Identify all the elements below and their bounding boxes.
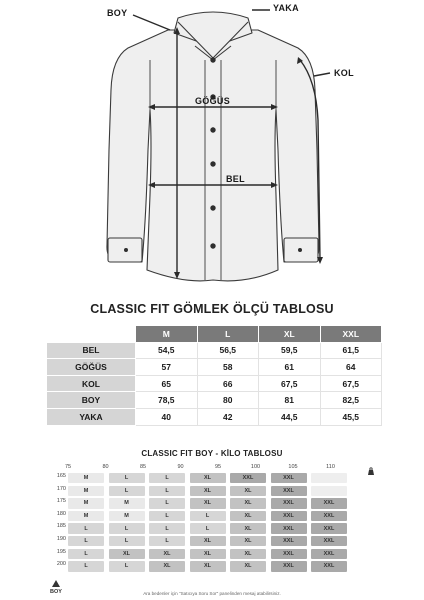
size-col-m: M [136, 326, 198, 343]
cell: 67,5 [259, 375, 321, 392]
size-col-l: L [197, 326, 259, 343]
size-cell: XXL [271, 511, 307, 521]
size-cell: XL [190, 549, 226, 559]
cell: 42 [197, 408, 259, 425]
boy-tick: 175 [56, 498, 66, 505]
size-cell: XXL [271, 523, 307, 533]
size-cell: XXL [311, 511, 347, 521]
cell: 44,5 [259, 408, 321, 425]
size-cell: XXL [271, 536, 307, 546]
size-cell: L [109, 473, 145, 483]
size-cell [311, 473, 347, 483]
size-cell: L [149, 523, 185, 533]
row-label: BOY [47, 392, 136, 409]
size-cell: M [109, 511, 145, 521]
size-cell: L [109, 536, 145, 546]
size-table-corner [47, 326, 136, 343]
size-cell: XXL [230, 473, 266, 483]
size-cell: L [68, 536, 104, 546]
size-table-title: CLASSIC FIT GÖMLEK ÖLÇÜ TABLOSU [90, 302, 334, 316]
size-cell: XL [230, 561, 266, 571]
kilo-tick: 105 [288, 464, 298, 470]
size-col-xl: XL [259, 326, 321, 343]
kilo-tick: 80 [102, 464, 109, 470]
boy-tick: 170 [56, 485, 66, 492]
size-cell: L [109, 486, 145, 496]
size-cell: XXL [311, 561, 347, 571]
size-cell: M [109, 498, 145, 508]
kilo-tick: 75 [64, 464, 72, 470]
kilo-tick: 110 [326, 464, 335, 470]
size-cell: L [149, 498, 185, 508]
size-cell: XXL [311, 498, 347, 508]
size-cell: L [149, 511, 185, 521]
row-label: BEL [47, 342, 136, 359]
size-row-bel [47, 342, 382, 359]
kilo-tick: 95 [214, 464, 222, 470]
size-cell: XL [109, 549, 145, 559]
size-cell: XL [230, 486, 266, 496]
kilo-axis [58, 464, 378, 473]
size-cell: XL [149, 561, 185, 571]
shirt-illustration [0, 0, 424, 292]
size-cell: XXL [271, 486, 307, 496]
boy-tick: 200 [56, 561, 66, 568]
cell: 58 [197, 359, 259, 376]
size-cell: XL [190, 536, 226, 546]
size-cell: XXL [271, 561, 307, 571]
label-kol: KOL [334, 68, 354, 78]
kilo-tick: 90 [177, 464, 184, 470]
boy-tick: 190 [56, 536, 66, 542]
size-cell: L [109, 523, 145, 533]
cell: 45,5 [320, 408, 382, 425]
size-cell: XL [230, 511, 266, 521]
size-table [46, 325, 382, 426]
size-cell: XL [149, 549, 185, 559]
size-cell: XL [230, 523, 266, 533]
boy-kilo-title: CLASSIC FIT BOY - KİLO TABLOSU [141, 449, 283, 458]
boy-tick: 165 [56, 473, 66, 479]
size-cell: M [68, 473, 104, 483]
boy-tick: 195 [56, 548, 66, 555]
label-yaka: YAKA [273, 3, 299, 13]
size-cell: L [68, 549, 104, 559]
size-row-boy [47, 392, 382, 409]
row-label: YAKA [47, 408, 136, 425]
height-icon [46, 580, 66, 588]
shirt-diagram [0, 0, 424, 292]
label-bel: BEL [226, 174, 245, 184]
size-row-gogus [47, 359, 382, 376]
row-label: GÖĞÜS [47, 359, 136, 376]
size-cell: L [190, 511, 226, 521]
size-cell: L [68, 523, 104, 533]
kilo-tick: 100 [250, 464, 261, 470]
cell: 64 [320, 359, 382, 376]
size-cell: L [149, 473, 185, 483]
size-cell: XL [230, 536, 266, 546]
footnote: Ara bedenler için "Satıcıya Soru Sor" panelinden mesaj atabilirsiniz. [143, 591, 281, 596]
size-cell: L [149, 486, 185, 496]
size-table-header [47, 326, 382, 343]
label-boy: BOY [107, 8, 128, 18]
label-gogus: GÖĞÜS [195, 96, 231, 106]
size-cell: XL [190, 486, 226, 496]
size-cell: XXL [311, 523, 347, 533]
size-row-yaka [47, 408, 382, 425]
cell: 82,5 [320, 392, 382, 409]
boy-tick: 180 [56, 510, 66, 517]
cell: 40 [136, 408, 198, 425]
size-cell: XXL [311, 536, 347, 546]
size-cell: XL [190, 561, 226, 571]
size-cell [311, 486, 347, 496]
size-cell: M [68, 498, 104, 508]
size-cell: XXL [271, 498, 307, 508]
cell: 66 [197, 375, 259, 392]
cell: 61 [259, 359, 321, 376]
size-cell: XL [230, 549, 266, 559]
size-cell: XXL [311, 549, 347, 559]
size-cell: L [190, 523, 226, 533]
size-cell: L [109, 561, 145, 571]
size-cell: XL [230, 498, 266, 508]
cell: 80 [197, 392, 259, 409]
boy-axis-label: BOY [50, 589, 62, 595]
size-cell: XL [190, 473, 226, 483]
size-cell: XL [190, 498, 226, 508]
cell: 65 [136, 375, 198, 392]
boy-tick: 185 [56, 523, 66, 530]
cell: 81 [259, 392, 321, 409]
size-cell: L [149, 536, 185, 546]
size-cell: M [68, 486, 104, 496]
size-cell: L [68, 561, 104, 571]
cell: 57 [136, 359, 198, 376]
weight-icon [367, 463, 375, 472]
size-cell: XXL [271, 473, 307, 483]
cell: 61,5 [320, 342, 382, 359]
size-row-kol [47, 375, 382, 392]
cell: 78,5 [136, 392, 198, 409]
size-cell: XXL [271, 549, 307, 559]
cell: 59,5 [259, 342, 321, 359]
size-cell: M [68, 511, 104, 521]
cell: 54,5 [136, 342, 198, 359]
row-label: KOL [47, 375, 136, 392]
kilo-tick: 85 [139, 464, 147, 470]
cell: 67,5 [320, 375, 382, 392]
size-col-xxl: XXL [320, 326, 382, 343]
cell: 56,5 [197, 342, 259, 359]
